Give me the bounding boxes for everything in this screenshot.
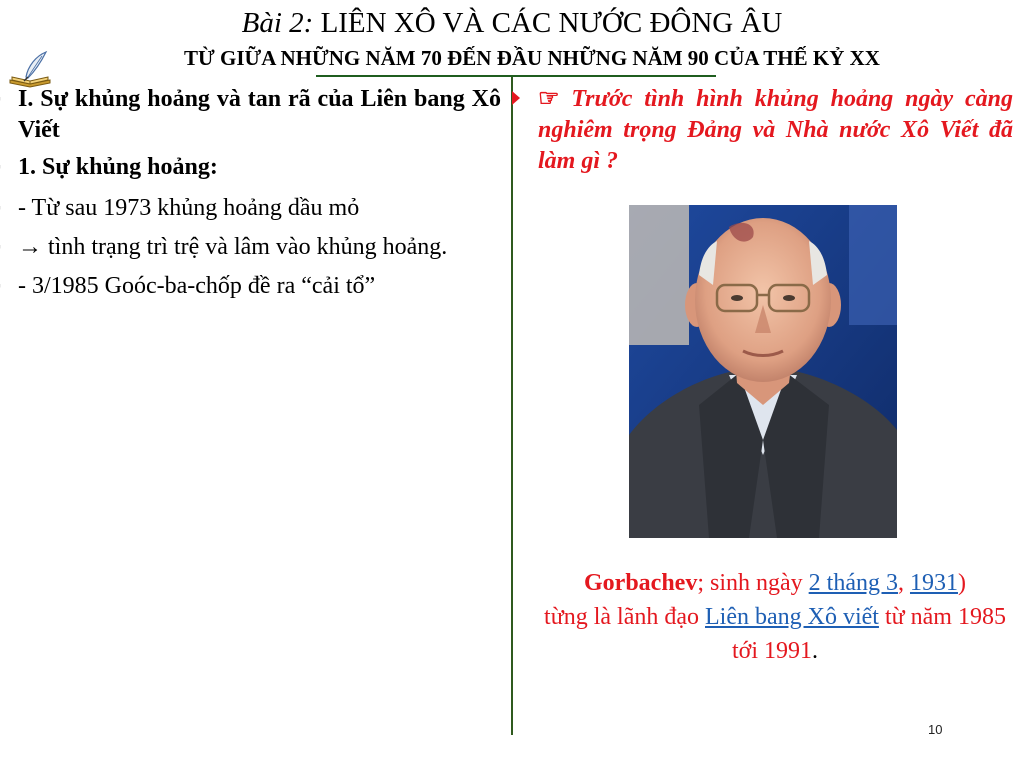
- bullet-marker: [0, 271, 1, 302]
- caption-name: Gorbachev: [584, 570, 698, 596]
- link-birth-date[interactable]: 2 tháng 3: [808, 570, 898, 596]
- page-number: 10: [928, 722, 943, 737]
- sub-heading: 1. Sự khủng hoảng:: [18, 152, 501, 183]
- title-underline: [316, 75, 716, 77]
- caption-text-3: từ năm 1985 tới 1991: [731, 604, 1006, 664]
- column-divider: [511, 77, 513, 735]
- bullet-marker: [0, 193, 1, 224]
- point-reform: - 3/1985 Goóc-ba-chốp đề ra “cải tổ”: [18, 271, 501, 302]
- left-column: [18, 84, 501, 302]
- link-soviet-union[interactable]: Liên bang Xô viết: [705, 604, 879, 630]
- slide-title: [0, 6, 1024, 40]
- caption-period: .: [812, 638, 819, 664]
- caption-text-1: ; sinh ngày: [697, 570, 809, 596]
- bullet-marker: [0, 232, 1, 263]
- portrait-caption: [533, 566, 1017, 668]
- slide-subtitle: TỪ GIỮA NHỮNG NĂM 70 ĐẾN ĐẦU NHỮNG NĂM 90 CỦA THẾ KỶ XX: [184, 46, 880, 70]
- section-heading: I. Sự khủng hoảng và tan rã của Liên bang Xô Viết: [18, 84, 501, 146]
- caption-paren-close: ): [957, 570, 966, 596]
- caption-comma: ,: [897, 570, 910, 596]
- bullet-marker: [0, 152, 1, 183]
- point-stagnation: → tình trạng trì trệ và lâm vào khủng hoảng.: [18, 232, 501, 263]
- caption-text-2: từng là lãnh đạo: [544, 604, 705, 630]
- lesson-title: LIÊN XÔ VÀ CÁC NƯỚC ĐÔNG ÂU: [320, 7, 783, 39]
- gorbachev-portrait: [629, 205, 897, 538]
- quill-book-icon: [6, 50, 54, 88]
- portrait-image: [629, 205, 897, 538]
- pointing-hand-icon: ☞: [538, 86, 560, 112]
- question-body: Trước tình hình khủng hoảng ngày càng nghiêm trọng Đảng và Nhà nước Xô Viết đã làm gì ?: [538, 86, 1014, 174]
- lesson-prefix: Bài 2:: [241, 7, 314, 39]
- link-birth-year[interactable]: 1931: [909, 570, 958, 596]
- bullet-arrow-icon: [512, 91, 520, 105]
- point-oil-crisis: - Từ sau 1973 khủng hoảng dầu mỏ: [18, 193, 501, 224]
- bullet-marker: [0, 84, 1, 115]
- question-text: [538, 84, 1013, 177]
